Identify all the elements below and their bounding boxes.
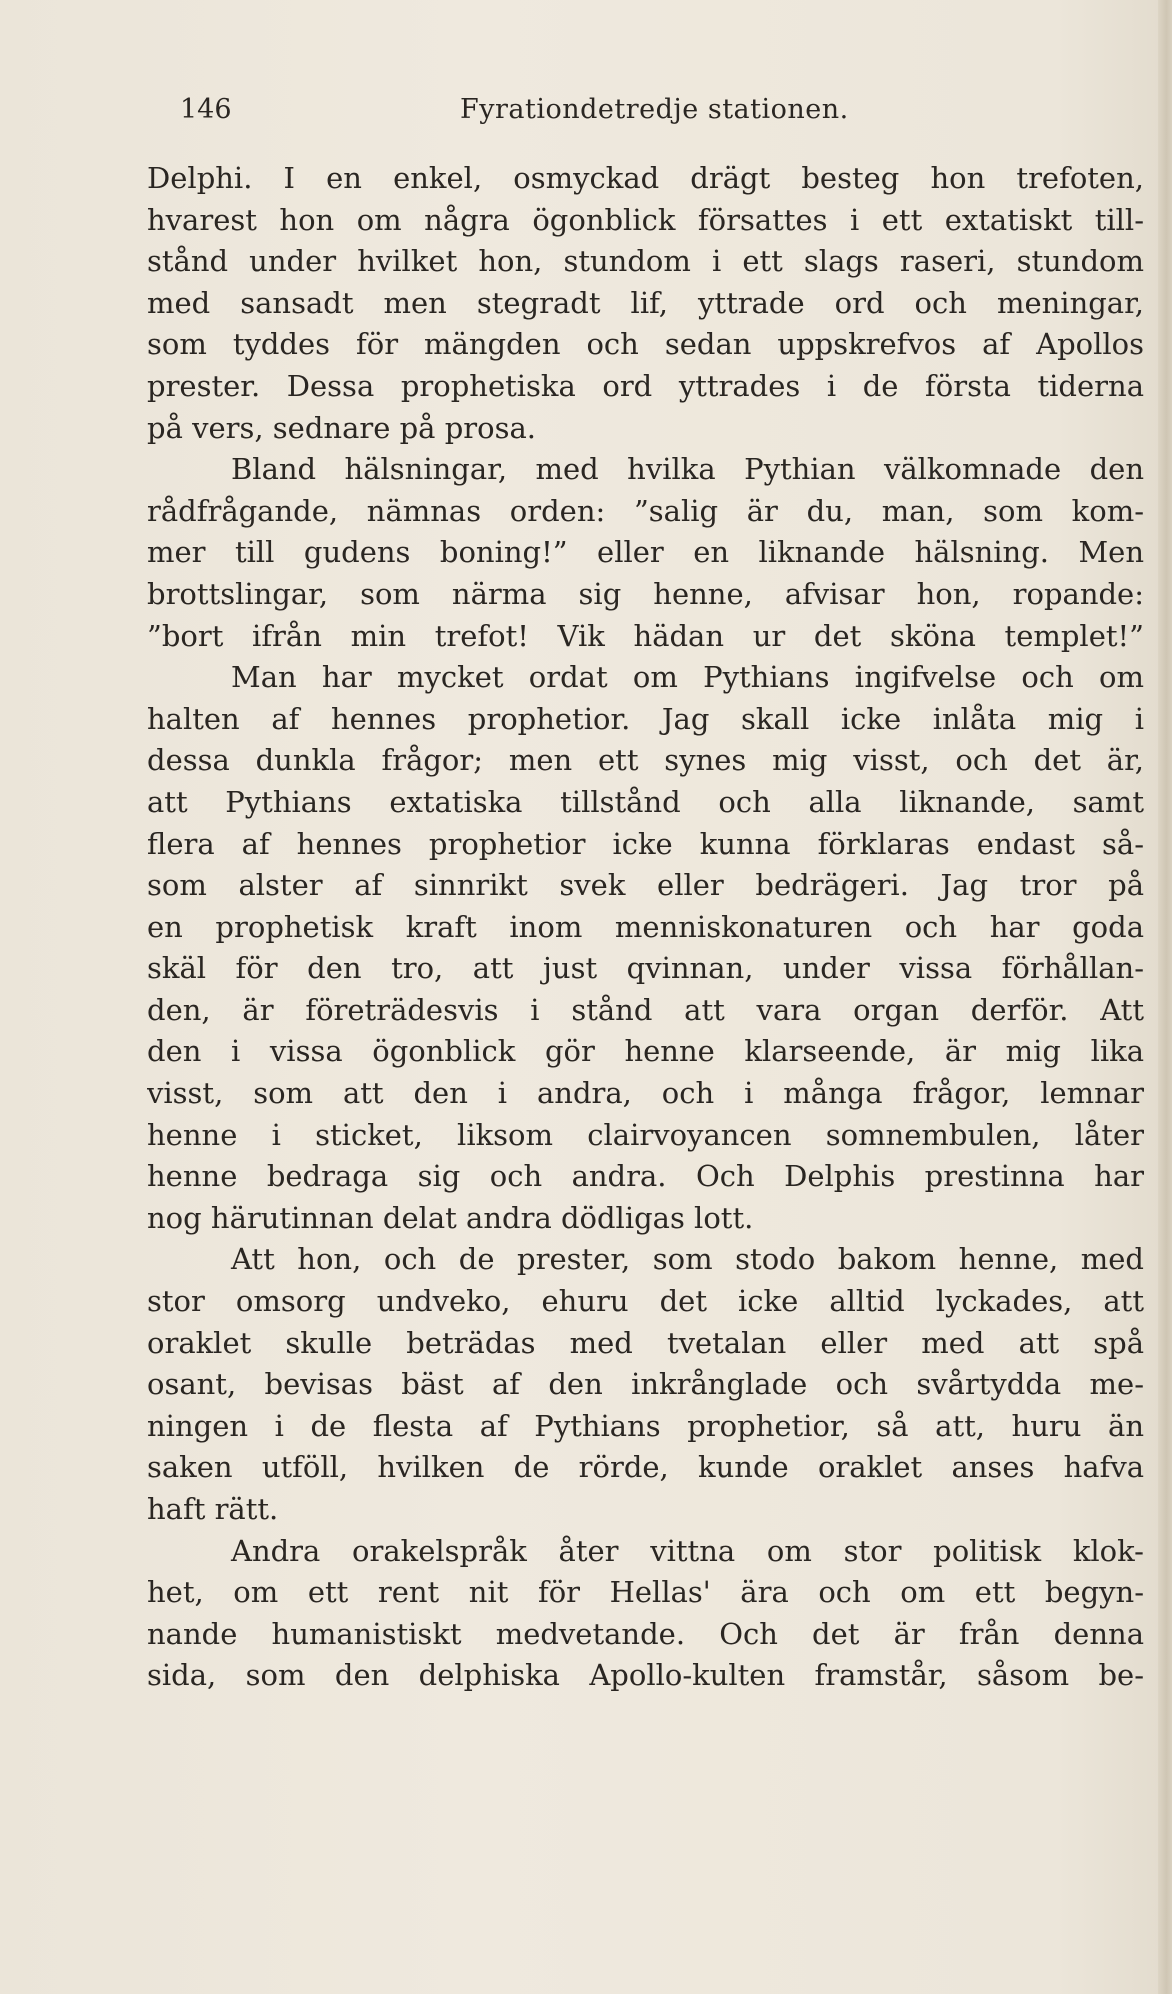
text-line: den i vissa ögonblick gör henne klarseende, är mig lika [147,1034,1144,1069]
body-text [147,158,1144,1697]
text-line: ”bort ifrån min trefot! Vik hädan ur det sköna templet!” [147,618,1144,653]
text-line: som tyddes för mängden och sedan uppskrefvos af Apollos [147,327,1144,362]
text-line: henne i sticket, liksom clairvoyancen somnembulen, låter [147,1117,1144,1152]
text-line: stånd under hvilket hon, stundom i ett slags raseri, stundom [147,244,1144,279]
running-head: Fyrationdetredje stationen. [460,94,849,125]
text-line: het, om ett rent nit för Hellas' ära och om ett begyn- [147,1575,1144,1610]
text-line: flera af hennes prophetior icke kunna förklaras endast så- [147,826,1144,861]
text-line: ningen i de flesta af Pythians prophetior, så att, huru än [147,1408,1144,1443]
text-line: Bland hälsningar, med hvilka Pythian välkomnade den [231,452,1144,487]
text-line: en prophetisk kraft inom menniskonaturen och har goda [147,909,1144,944]
text-line: hvarest hon om några ögonblick försattes i ett extatiskt till- [147,202,1144,237]
text-line: saken utföll, hvilken de rörde, kunde oraklet anses hafva [147,1450,1144,1485]
page-header [180,92,920,132]
text-line: Delphi. I en enkel, osmyckad drägt besteg hon trefoten, [147,161,1144,195]
text-line: nog härutinnan delat andra dödligas lott. [147,1200,754,1235]
text-line: mer till gudens boning!” eller en liknande hälsning. Men [147,535,1144,570]
text-line: haft rätt. [147,1492,279,1526]
text-line: den, är företrädesvis i stånd att vara organ derför. Att [147,992,1144,1027]
text-line: Man har mycket ordat om Pythians ingifvelse och om [231,660,1144,695]
text-line: som alster af sinnrikt svek eller bedrägeri. Jag tror på [147,868,1144,903]
text-line: halten af hennes prophetior. Jag skall icke inlåta mig i [147,701,1144,736]
text-line: Att hon, och de prester, som stodo bakom henne, med [231,1242,1144,1277]
text-line: Andra orakelspråk åter vittna om stor politisk klok- [231,1533,1144,1568]
page-edge [1158,0,1172,1994]
text-line: brottslingar, som närma sig henne, afvisar hon, ropande: [147,576,1144,611]
text-line: henne bedraga sig och andra. Och Delphis prestinna har [147,1159,1144,1194]
text-line: att Pythians extatiska tillstånd och alla liknande, samt [147,784,1144,819]
text-line: nande humanistiskt medvetande. Och det är från denna [147,1616,1144,1651]
text-line: skäl för den tro, att just qvinnan, under vissa förhållan- [147,951,1144,986]
text-line: osant, bevisas bäst af den inkrånglade och svårtydda me- [147,1367,1144,1402]
text-line: visst, som att den i andra, och i många frågor, lemnar [147,1076,1144,1111]
text-line: dessa dunkla frågor; men ett synes mig visst, och det är, [147,743,1144,778]
text-line: sida, som den delphiska Apollo-kulten framstår, såsom be- [147,1658,1144,1693]
text-line: prester. Dessa prophetiska ord yttrades i de första tiderna [147,368,1144,403]
text-line: på vers, sednare på prosa. [147,410,536,445]
text-line: med sansadt men stegradt lif, yttrade ord och meningar, [147,285,1144,320]
text-line: rådfrågande, nämnas orden: ”salig är du, man, som kom- [147,493,1144,528]
page-number: 146 [180,94,232,125]
text-line: stor omsorg undveko, ehuru det icke alltid lyckades, att [147,1284,1144,1319]
text-line: oraklet skulle beträdas med tvetalan eller med att spå [147,1325,1144,1360]
